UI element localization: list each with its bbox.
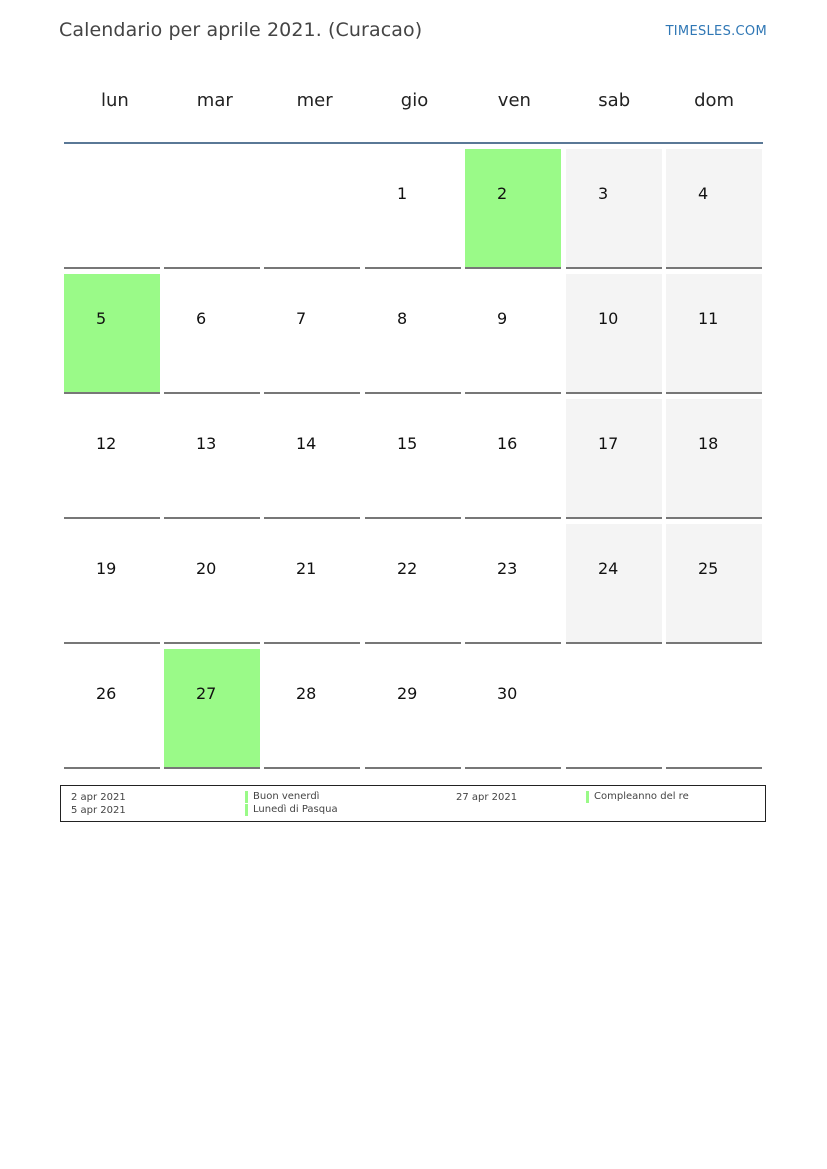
calendar-day bbox=[64, 524, 160, 644]
calendar-day bbox=[666, 524, 762, 644]
weekday-label: sab bbox=[598, 90, 631, 111]
legend-holiday-name: Compleanno del re bbox=[594, 791, 689, 802]
day-number: 19 bbox=[96, 559, 117, 578]
day-number: 13 bbox=[196, 434, 217, 453]
calendar-day bbox=[64, 649, 160, 769]
day-number: 8 bbox=[397, 309, 408, 328]
brand-link[interactable]: TIMESLES.COM bbox=[665, 24, 767, 39]
calendar-day bbox=[566, 524, 662, 644]
calendar-week-row bbox=[64, 524, 763, 645]
day-number: 18 bbox=[698, 434, 719, 453]
calendar-day-empty bbox=[164, 149, 260, 269]
day-number: 17 bbox=[598, 434, 619, 453]
calendar-day bbox=[365, 649, 461, 769]
day-number: 2 bbox=[497, 184, 508, 203]
calendar-day bbox=[365, 274, 461, 394]
calendar-week-row bbox=[64, 149, 763, 270]
day-number: 14 bbox=[296, 434, 317, 453]
calendar-day bbox=[264, 399, 360, 519]
day-number: 29 bbox=[397, 684, 418, 703]
legend-color-marker bbox=[245, 804, 248, 816]
day-number: 28 bbox=[296, 684, 317, 703]
calendar-day bbox=[666, 149, 762, 269]
weekday-header bbox=[64, 90, 763, 120]
day-number: 6 bbox=[196, 309, 207, 328]
legend-holiday-name: Lunedì di Pasqua bbox=[253, 804, 338, 815]
day-number: 7 bbox=[296, 309, 307, 328]
calendar-day bbox=[465, 524, 561, 644]
weekday-label: mer bbox=[296, 90, 333, 111]
day-number: 11 bbox=[698, 309, 719, 328]
calendar-day bbox=[666, 399, 762, 519]
weekday-label: mar bbox=[196, 90, 233, 111]
calendar-day-empty bbox=[264, 149, 360, 269]
calendar-day bbox=[566, 399, 662, 519]
calendar-day-holiday bbox=[164, 649, 260, 769]
legend-color-marker bbox=[245, 791, 248, 803]
calendar-day-holiday bbox=[465, 149, 561, 269]
day-number: 4 bbox=[698, 184, 709, 203]
calendar-day bbox=[264, 524, 360, 644]
calendar-day bbox=[666, 274, 762, 394]
day-number: 3 bbox=[598, 184, 609, 203]
calendar-day bbox=[264, 649, 360, 769]
calendar-week-row bbox=[64, 399, 763, 520]
legend-holiday-name: Buon venerdì bbox=[253, 791, 320, 802]
weekday-label: gio bbox=[400, 90, 429, 111]
day-number: 22 bbox=[397, 559, 418, 578]
legend-entry bbox=[456, 791, 517, 804]
calendar-day bbox=[164, 524, 260, 644]
day-number: 15 bbox=[397, 434, 418, 453]
legend-entry bbox=[71, 791, 126, 804]
day-number: 25 bbox=[698, 559, 719, 578]
day-number: 9 bbox=[497, 309, 508, 328]
calendar-day-empty bbox=[566, 649, 662, 769]
legend-date: 5 apr 2021 bbox=[71, 805, 126, 816]
day-number: 20 bbox=[196, 559, 217, 578]
calendar-day bbox=[365, 399, 461, 519]
calendar-day bbox=[365, 524, 461, 644]
calendar-day bbox=[465, 399, 561, 519]
calendar-day-empty bbox=[666, 649, 762, 769]
weekday-label: lun bbox=[101, 90, 129, 111]
legend-date: 2 apr 2021 bbox=[71, 792, 126, 803]
calendar-day bbox=[264, 274, 360, 394]
day-number: 1 bbox=[397, 184, 408, 203]
legend-entry bbox=[71, 804, 126, 817]
weekday-label: ven bbox=[497, 90, 531, 111]
calendar-day bbox=[566, 149, 662, 269]
legend-date: 27 apr 2021 bbox=[456, 792, 518, 803]
calendar-week-row bbox=[64, 274, 763, 395]
day-number: 5 bbox=[96, 309, 107, 328]
day-number: 24 bbox=[598, 559, 619, 578]
day-number: 23 bbox=[497, 559, 518, 578]
day-number: 12 bbox=[96, 434, 117, 453]
calendar-day bbox=[465, 274, 561, 394]
day-number: 16 bbox=[497, 434, 518, 453]
calendar-day-holiday bbox=[64, 274, 160, 394]
calendar-day bbox=[164, 399, 260, 519]
calendar-day bbox=[164, 274, 260, 394]
calendar-day bbox=[64, 399, 160, 519]
header-divider bbox=[64, 142, 763, 144]
day-number: 30 bbox=[497, 684, 518, 703]
calendar-day bbox=[365, 149, 461, 269]
calendar-day bbox=[465, 649, 561, 769]
legend-color-marker bbox=[586, 791, 589, 803]
holiday-legend bbox=[60, 785, 766, 822]
calendar-day bbox=[566, 274, 662, 394]
day-number: 21 bbox=[296, 559, 317, 578]
day-number: 27 bbox=[196, 684, 217, 703]
calendar-day-empty bbox=[64, 149, 160, 269]
day-number: 10 bbox=[598, 309, 619, 328]
calendar-week-row bbox=[64, 649, 763, 770]
weekday-label: dom bbox=[694, 90, 735, 111]
page-title: Calendario per aprile 2021. (Curacao) bbox=[59, 19, 423, 41]
day-number: 26 bbox=[96, 684, 117, 703]
